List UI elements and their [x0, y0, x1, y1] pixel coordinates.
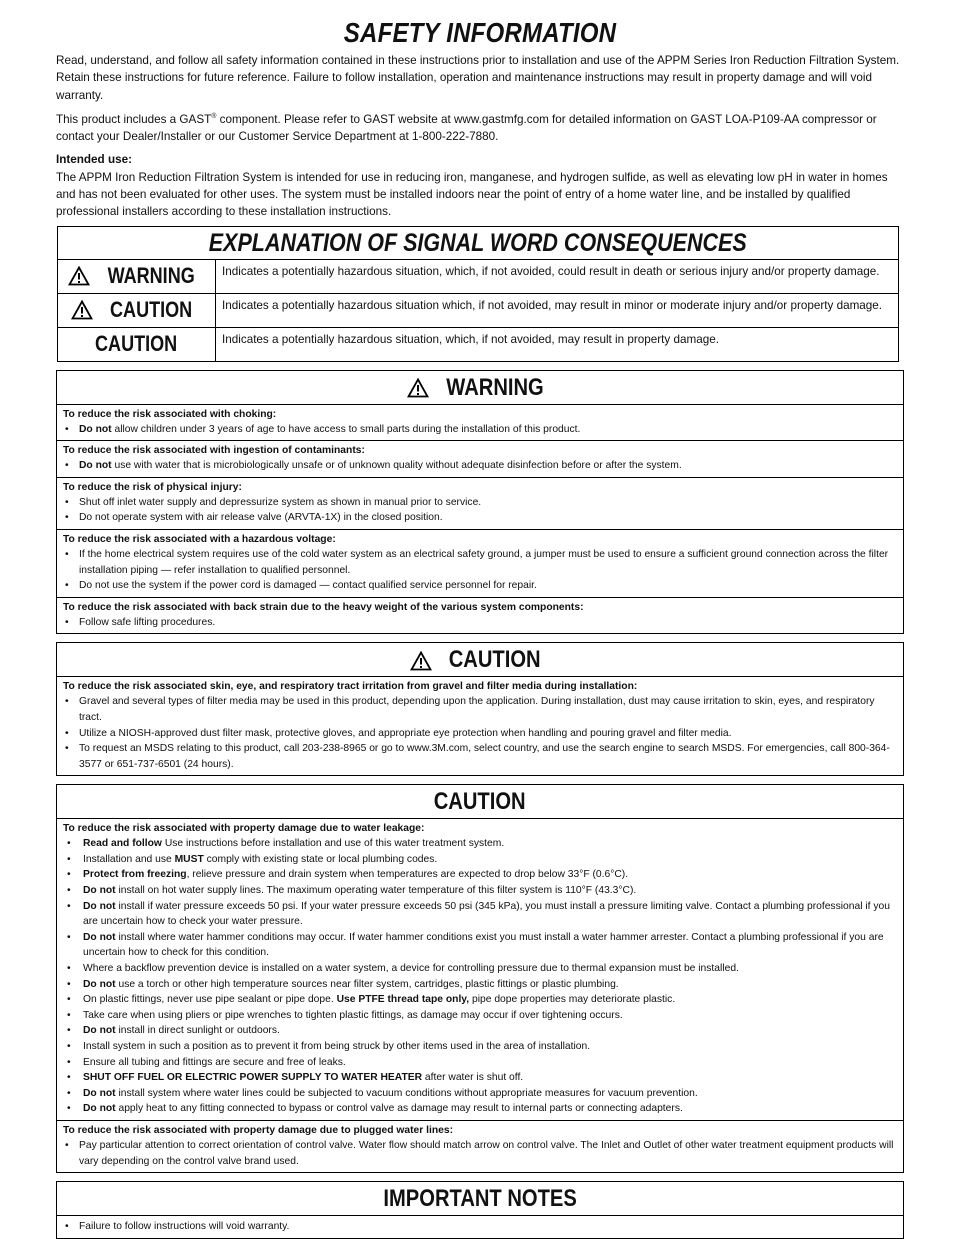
warning-section — [56, 370, 904, 635]
list-item: • Gravel and several types of filter media may be used in this product, depending upon the application. During installation, dust may cause irritation to skin, eyes, and respiratory tract. — [63, 694, 897, 725]
list-item: • Take care when using pliers or pipe wrenches to tighten plastic fittings, as damage may occur if over tightening occurs. — [63, 1008, 897, 1024]
hazardous-voltage-block — [57, 530, 903, 598]
warning-section-title: WARNING — [57, 371, 903, 405]
list-item: • Do not install in direct sunlight or outdoors. — [63, 1023, 897, 1039]
intro-paragraph: Read, understand, and follow all safety information contained in these instructions prior to installation and use of the APPM Series Iron Reduction Filtration System. Retain these instructions for future reference. Failure to follow installation, operation and maintenance instructions may result in property damage and will void warranty. — [56, 54, 900, 102]
list-item: • SHUT OFF FUEL OR ELECTRIC POWER SUPPLY TO WATER HEATER after water is shut off. — [63, 1070, 897, 1086]
warning-triangle-icon — [71, 300, 93, 320]
list-item: • Follow safe lifting procedures. — [63, 615, 897, 631]
block-heading: To reduce the risk associated with choking: — [63, 408, 277, 420]
list-item: • Do not operate system with air release valve (ARVTA-1X) in the closed position. — [63, 510, 897, 526]
signal-row-caution-injury — [58, 294, 898, 328]
page-title: SAFETY INFORMATION — [343, 17, 617, 48]
signal-description: Indicates a potentially hazardous situation which, if not avoided, may result in minor or moderate injury and/or property damage. — [222, 298, 883, 312]
list-item: • To request an MSDS relating to this product, call 203-238-8965 or go to www.3M.com, select country, and use the search engine to search MSDS. For emergencies, call 800-364-3577 or 651-737-6501 (24 hours). — [63, 741, 897, 772]
list-item: • Do not apply heat to any fitting connected to bypass or control valve as damage may result to internal parts or connecting adapters. — [63, 1101, 897, 1117]
intended-use-text: The APPM Iron Reduction Filtration System is intended for use in reducing iron, manganese, and hydrogen sulfide, as well as elevating low pH in water in homes and has not been evaluated for other uses. The system must be installed indoors near the point of entry of a home water line, and be installed by qualified professional installers according to these installation instructions. — [56, 170, 888, 219]
block-heading: To reduce the risk associated with property damage due to plugged water lines: — [63, 1124, 454, 1136]
warning-triangle-icon — [68, 266, 90, 286]
signal-word: CAUTION — [110, 297, 193, 323]
signal-row-warning — [58, 260, 898, 294]
list-item: • Read and follow Use instructions before installation and use of this water treatment system. — [63, 836, 897, 852]
list-item: • Installation and use MUST comply with existing state or local plumbing codes. — [63, 852, 897, 868]
warning-triangle-icon — [407, 378, 429, 398]
contaminants-block — [57, 441, 903, 478]
block-heading: To reduce the risk associated skin, eye, and respiratory tract irritation from gravel and filter media during installation: — [63, 681, 638, 693]
irritation-block — [57, 677, 903, 775]
intended-use-label: Intended use: — [56, 153, 132, 167]
signal-description: Indicates a potentially hazardous situation, which, if not avoided, may result in property damage. — [222, 332, 719, 346]
important-notes-section — [56, 1181, 904, 1239]
choking-block — [57, 405, 903, 442]
important-notes-title: IMPORTANT NOTES — [57, 1182, 903, 1216]
list-item: • Where a backflow prevention device is installed on a water system, a device for controlling pressure due to thermal expansion must be installed. — [63, 961, 897, 977]
list-item: • If the home electrical system requires use of the cold water system as an electrical safety ground, a jumper must be used to ensure a sufficient ground connection across the filter installation piping — refer installation to qualified personnel. — [63, 547, 897, 578]
caution-property-section — [56, 784, 904, 1173]
list-item: • Do not use with water that is microbiologically unsafe or of unknown quality without adequate disinfection before or after the system. — [63, 458, 897, 474]
list-item: • On plastic fittings, never use pipe sealant or pipe dope. Use PTFE thread tape only, pipe dope properties may deteriorate plastic. — [63, 992, 897, 1008]
warning-triangle-icon — [410, 651, 432, 671]
signal-word-table — [57, 226, 899, 362]
list-item: • Shut off inlet water supply and depressurize system as shown in manual prior to service. — [63, 495, 897, 511]
back-strain-block — [57, 598, 903, 634]
list-item: • Protect from freezing, relieve pressure and drain system when temperatures are expected to drop below 33°F (0.6°C). — [63, 867, 897, 883]
signal-row-caution-property — [58, 328, 898, 361]
water-leakage-block — [57, 819, 903, 1121]
list-item: • Pay particular attention to correct orientation of control valve. Water flow should match arrow on control valve. The Inlet and Outlet of other water treatment equipment products will vary depending on the control valve brand used. — [63, 1138, 897, 1169]
block-heading: To reduce the risk associated with a hazardous voltage: — [63, 533, 336, 545]
list-item: • Do not install if water pressure exceeds 50 psi. If your water pressure exceeds 50 psi (345 kPa), you must install a pressure limiting valve. Contact a plumbing professional if you are uncertain how to check your water pressure. — [63, 899, 897, 930]
caution-section-title: CAUTION — [57, 785, 903, 819]
list-item: • Ensure all tubing and fittings are secure and free of leaks. — [63, 1055, 897, 1071]
block-heading: To reduce the risk associated with back strain due to the heavy weight of the various system components: — [63, 601, 584, 613]
list-item: • Do not use the system if the power cord is damaged — contact qualified service personnel for repair. — [63, 578, 897, 594]
list-item: • Do not allow children under 3 years of age to have access to small parts during the installation of this product. — [63, 422, 897, 438]
signal-description: Indicates a potentially hazardous situation, which, if not avoided, could result in death or serious injury and/or property damage. — [222, 264, 880, 278]
list-item: • Failure to follow instructions will void warranty. — [63, 1219, 897, 1235]
block-heading: To reduce the risk of physical injury: — [63, 481, 242, 493]
caution-injury-section — [56, 642, 904, 776]
gast-paragraph: This product includes a GAST® component. Please refer to GAST website at www.gastmfg.com for detailed information on GAST LOA-P109-AA compressor or contact your Dealer/Installer or our Customer Service Department at 1-800-222-7880. — [56, 112, 877, 144]
list-item: • Do not use a torch or other high temperature sources near filter system, cartridges, plastic fittings or plastic plumbing. — [63, 977, 897, 993]
list-item: • Do not install where water hammer conditions may occur. If water hammer conditions exist you must install a water hammer arrester. Contact a plumbing professional if you are uncertain how to check for this condition. — [63, 930, 897, 961]
physical-injury-block — [57, 478, 903, 530]
list-item: • Utilize a NIOSH-approved dust filter mask, protective gloves, and appropriate eye protection when handling and pouring gravel and filter media. — [63, 726, 897, 742]
signal-word: CAUTION — [95, 331, 178, 357]
caution-section-title: CAUTION — [57, 643, 903, 677]
block-heading: To reduce the risk associated with property damage due to water leakage: — [63, 823, 425, 835]
plugged-lines-block — [57, 1121, 903, 1172]
list-item: • Do not install on hot water supply lines. The maximum operating water temperature of this filter system is 110°F (43.3°C). — [63, 883, 897, 899]
list-item: • Do not install system where water lines could be subjected to vacuum conditions without appropriate measures for vacuum prevention. — [63, 1086, 897, 1102]
block-heading: To reduce the risk associated with ingestion of contaminants: — [63, 445, 365, 457]
signal-table-title: EXPLANATION OF SIGNAL WORD CONSEQUENCES — [58, 227, 898, 260]
signal-word: WARNING — [107, 263, 196, 289]
list-item: • Install system in such a position as to prevent it from being struck by other items used in the area of installation. — [63, 1039, 897, 1055]
intro — [56, 52, 904, 221]
